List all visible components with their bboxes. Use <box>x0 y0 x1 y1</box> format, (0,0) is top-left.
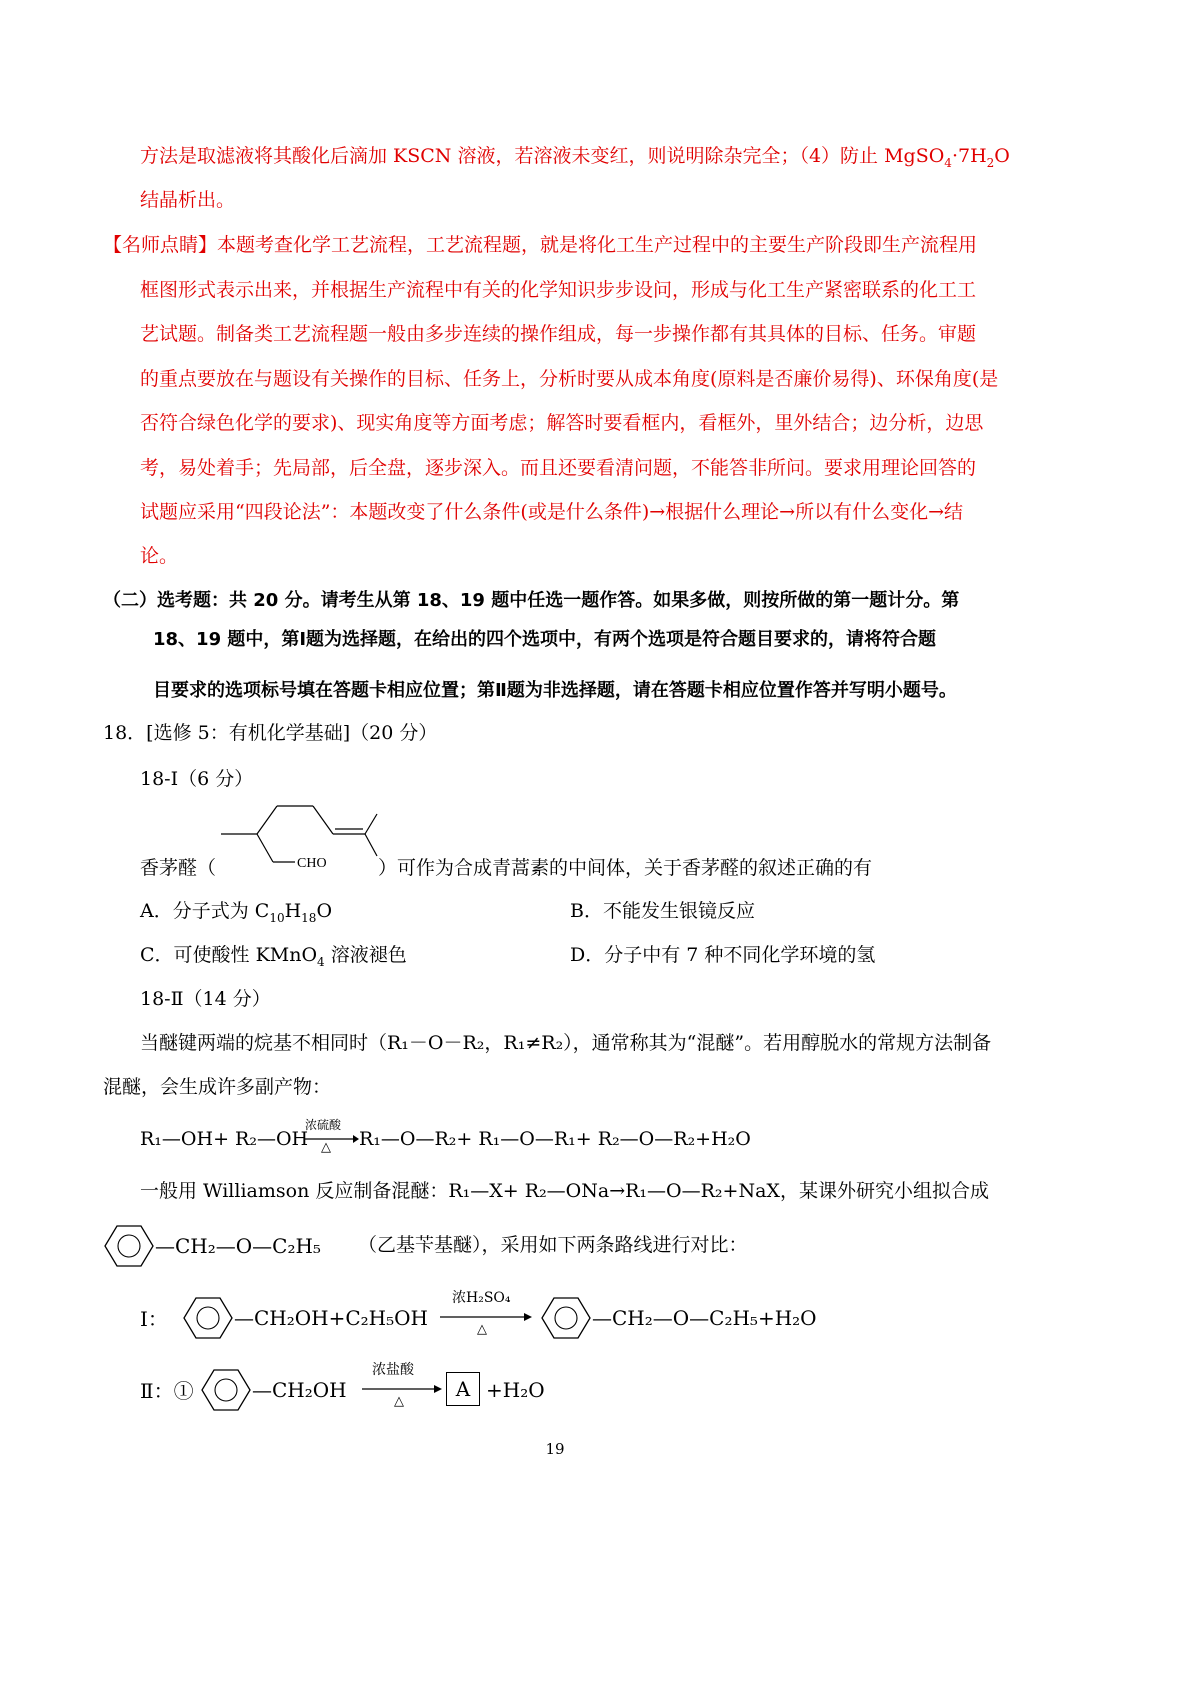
route2-condition: 浓盐酸 <box>372 1362 414 1378</box>
q18-part1-header: 18-Ⅰ（6 分） <box>140 768 254 790</box>
tip-line-1: 【名师点睛】本题考查化学工艺流程，工艺流程题，就是将化工生产过程中的主要生产阶段即生产流程用 <box>103 234 978 256</box>
q18-part1-stem-prefix: 香茅醛（ <box>140 857 217 879</box>
solution-line-2: 结晶析出。 <box>140 189 236 211</box>
section2-line-1: （二）选考题：共 20 分。请考生从第 18、19 题中任选一题作答。如果多做，则按所做的第一题计分。第 <box>103 590 960 611</box>
tip-line-2: 框图形式表示出来，并根据生产流程中有关的化学知识步步设问，形成与化工生产紧密联系的化工工 <box>140 279 977 301</box>
tip-label: 【名师点睛】 <box>103 234 218 256</box>
route2-label: Ⅱ：① <box>140 1379 194 1403</box>
route2-product-box: A <box>446 1372 480 1406</box>
route1-heat: △ <box>477 1322 487 1337</box>
page-number: 19 <box>545 1440 565 1458</box>
q18-part2-p1-cont: 混醚，会生成许多副产物： <box>103 1076 332 1098</box>
route1-products: —CH₂—O—C₂H₅+H₂O <box>592 1306 817 1330</box>
solution-line-1: 方法是取滤液将其酸化后滴加 KSCN 溶液，若溶液未变红，则说明除杂完全；（4）防止 $MgSO_4\cdot 7H_2O$ <box>140 145 1010 170</box>
tip-line-4: 的重点要放在与题设有关操作的目标、任务上，分析时要从成本角度(原料是否廉价易得)、环保角度(是 <box>140 368 999 390</box>
benzene-ring-target <box>103 1224 155 1268</box>
tip-line-6: 考，易处着手；先局部，后全盘，逐步深入。而且还要看清问题，不能答非所问。要求用理论回答的 <box>140 457 977 479</box>
eq1-right: R₁—O—R₂+ R₁—O—R₁+ R₂—O—R₂+H₂O <box>359 1128 751 1150</box>
route1-reactants: —CH₂OH+C₂H₅OH <box>234 1306 428 1330</box>
section2-line-2: 18、19 题中，第Ⅰ题为选择题，在给出的四个选项中，有两个选项是符合题目要求的，请将符合题 <box>153 629 937 650</box>
section2-line-3: 目要求的选项标号填在答题卡相应位置；第Ⅱ题为非选择题，请在答题卡相应位置作答并写明小题号。 <box>153 680 957 701</box>
tip-line-7: 试题应采用“四段论法”：本题改变了什么条件(或是什么条件)→根据什么理论→所以有什么变化→结 <box>140 501 964 523</box>
option-b: B．不能发生银镜反应 <box>570 900 755 922</box>
route1-arrow <box>440 1312 532 1322</box>
q18-part2-header: 18-Ⅱ（14 分） <box>140 988 271 1010</box>
benzene-ring-route2 <box>200 1368 252 1412</box>
route2-arrow <box>362 1384 442 1394</box>
tip-line-3: 艺试题。制备类工艺流程题一般由多步连续的操作组成，每一步操作都有其具体的目标、任务。审题 <box>140 323 977 345</box>
route2-tail: +H₂O <box>486 1378 545 1402</box>
q18-part2-p1: 当醚键两端的烷基不相同时（R₁－O－R₂，R₁≠R₂），通常称其为“混醚”。若用醇脱水的常规方法制备 <box>140 1032 992 1054</box>
citronellal-structure <box>215 800 385 880</box>
benzene-ring-route1-reactant <box>182 1296 234 1340</box>
benzene-ring-route1-product <box>540 1296 592 1340</box>
route2-heat: △ <box>394 1394 404 1409</box>
route1-condition: 浓H₂SO₄ <box>452 1290 511 1306</box>
target-description: （乙基苄基醚），采用如下两条路线进行对比： <box>358 1234 748 1256</box>
eq1-condition: 浓硫酸 <box>305 1118 342 1132</box>
cho-label: CHO <box>297 856 327 871</box>
q18-part1-stem-suffix: ）可作为合成青蒿素的中间体，关于香茅醛的叙述正确的有 <box>378 857 873 879</box>
option-a: A．分子式为 $C_{10}H_{18}O$ <box>140 900 333 925</box>
tip-line-5: 否符合绿色化学的要求)、现实角度等方面考虑；解答时要看框内，看框外，里外结合；边分析，边思 <box>140 412 984 434</box>
route2-reactant: —CH₂OH <box>252 1378 347 1402</box>
q18-title: 18．[选修 5：有机化学基础]（20 分） <box>103 722 438 744</box>
eq1-heat: △ <box>321 1140 331 1155</box>
route1-label: Ⅰ： <box>140 1307 168 1331</box>
target-formula: —CH₂—O—C₂H₅ <box>155 1234 321 1258</box>
q18-part2-p2: 一般用 Williamson 反应制备混醚：R₁—X+ R₂—ONa→R₁—O—R₂+NaX，某课外研究小组拟合成 <box>140 1180 989 1202</box>
option-d: D．分子中有 7 种不同化学环境的氢 <box>570 944 876 966</box>
tip-line-8: 论。 <box>140 545 179 567</box>
option-c: C．可使酸性 KMnO$_4$ 溶液褪色 <box>140 944 407 969</box>
eq1-left: R₁—OH+ R₂—OH <box>140 1128 309 1150</box>
